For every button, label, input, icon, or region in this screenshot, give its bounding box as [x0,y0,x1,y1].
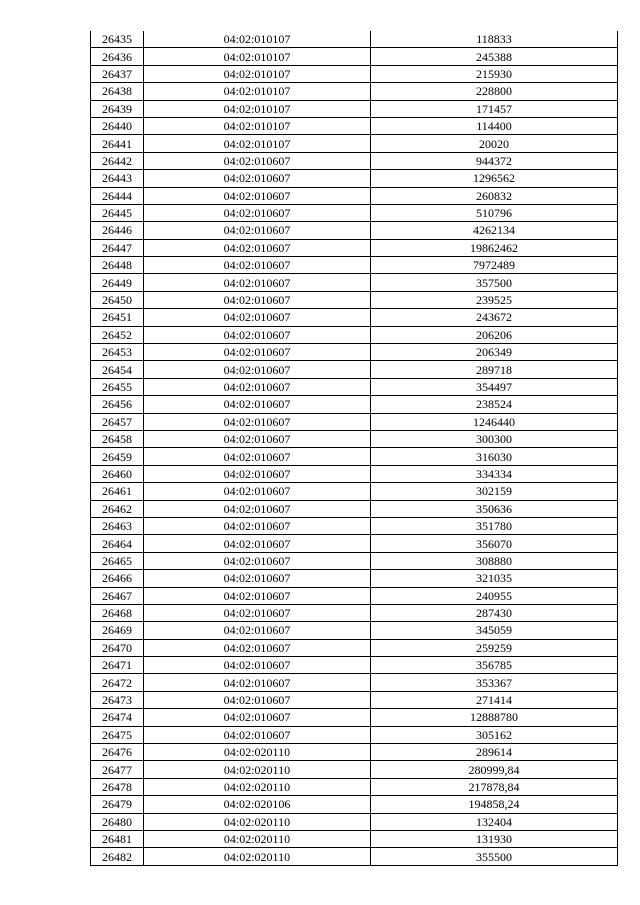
value-cell: 300300 [371,430,618,447]
row-number-cell: 26471 [91,657,144,674]
code-cell: 04:02:010107 [144,31,371,48]
code-cell: 04:02:010107 [144,48,371,65]
value-cell: 316030 [371,448,618,465]
code-cell: 04:02:010607 [144,517,371,534]
row-number-cell: 26468 [91,604,144,621]
value-cell: 356785 [371,657,618,674]
code-cell: 04:02:020110 [144,830,371,847]
row-number-cell: 26463 [91,517,144,534]
row-number-cell: 26454 [91,361,144,378]
table-row [91,222,618,239]
value-cell: 1296562 [371,170,618,187]
value-cell: 4262134 [371,222,618,239]
value-cell: 334334 [371,465,618,482]
value-cell: 171457 [371,100,618,117]
value-cell: 510796 [371,204,618,221]
code-cell: 04:02:010607 [144,257,371,274]
row-number-cell: 26451 [91,309,144,326]
row-number-cell: 26481 [91,830,144,847]
table-row [91,83,618,100]
table-row [91,761,618,778]
table-row [91,622,618,639]
row-number-cell: 26482 [91,848,144,865]
row-number-cell: 26479 [91,796,144,813]
code-cell: 04:02:010607 [144,291,371,308]
code-cell: 04:02:010607 [144,413,371,430]
code-cell: 04:02:010107 [144,100,371,117]
code-cell: 04:02:020110 [144,813,371,830]
value-cell: 287430 [371,604,618,621]
code-cell: 04:02:010607 [144,622,371,639]
value-cell: 194858,24 [371,796,618,813]
table-row [91,361,618,378]
row-number-cell: 26473 [91,691,144,708]
table-row [91,813,618,830]
code-cell: 04:02:010607 [144,239,371,256]
row-number-cell: 26480 [91,813,144,830]
table-row [91,848,618,865]
code-cell: 04:02:010607 [144,552,371,569]
value-cell: 228800 [371,83,618,100]
row-number-cell: 26452 [91,326,144,343]
table-row [91,100,618,117]
row-number-cell: 26444 [91,187,144,204]
table-row [91,170,618,187]
value-cell: 260832 [371,187,618,204]
table-row [91,639,618,656]
value-cell: 305162 [371,726,618,743]
value-cell: 259259 [371,639,618,656]
value-cell: 217878,84 [371,778,618,795]
value-cell: 308880 [371,552,618,569]
table-row [91,117,618,134]
table-row [91,187,618,204]
table-row [91,796,618,813]
table-row [91,726,618,743]
code-cell: 04:02:010107 [144,65,371,82]
value-cell: 944372 [371,152,618,169]
table-row [91,378,618,395]
value-cell: 289718 [371,361,618,378]
value-cell: 131930 [371,830,618,847]
row-number-cell: 26455 [91,378,144,395]
table-row [91,830,618,847]
code-cell: 04:02:020106 [144,796,371,813]
row-number-cell: 26460 [91,465,144,482]
value-cell: 353367 [371,674,618,691]
table-row [91,309,618,326]
code-cell: 04:02:010607 [144,639,371,656]
table-row [91,135,618,152]
row-number-cell: 26435 [91,31,144,48]
table-row [91,448,618,465]
row-number-cell: 26453 [91,344,144,361]
value-cell: 245388 [371,48,618,65]
row-number-cell: 26477 [91,761,144,778]
code-cell: 04:02:010607 [144,691,371,708]
row-number-cell: 26438 [91,83,144,100]
value-cell: 206349 [371,344,618,361]
value-cell: 350636 [371,500,618,517]
row-number-cell: 26446 [91,222,144,239]
value-cell: 12888780 [371,709,618,726]
value-cell: 345059 [371,622,618,639]
row-number-cell: 26459 [91,448,144,465]
table-row [91,709,618,726]
table-row [91,430,618,447]
code-cell: 04:02:010607 [144,344,371,361]
value-cell: 354497 [371,378,618,395]
code-cell: 04:02:010607 [144,500,371,517]
value-cell: 351780 [371,517,618,534]
row-number-cell: 26475 [91,726,144,743]
table-row [91,587,618,604]
value-cell: 289614 [371,744,618,761]
table-row [91,152,618,169]
table-row [91,483,618,500]
value-cell: 20020 [371,135,618,152]
value-cell: 19862462 [371,239,618,256]
value-cell: 238524 [371,396,618,413]
row-number-cell: 26470 [91,639,144,656]
table-row [91,552,618,569]
row-number-cell: 26472 [91,674,144,691]
row-number-cell: 26469 [91,622,144,639]
code-cell: 04:02:010607 [144,378,371,395]
table-row [91,517,618,534]
row-number-cell: 26458 [91,430,144,447]
row-number-cell: 26464 [91,535,144,552]
value-cell: 239525 [371,291,618,308]
value-cell: 355500 [371,848,618,865]
code-cell: 04:02:010607 [144,726,371,743]
code-cell: 04:02:010607 [144,274,371,291]
table-row [91,691,618,708]
code-cell: 04:02:010607 [144,170,371,187]
value-cell: 1246440 [371,413,618,430]
value-cell: 271414 [371,691,618,708]
code-cell: 04:02:010607 [144,396,371,413]
row-number-cell: 26437 [91,65,144,82]
value-cell: 114400 [371,117,618,134]
code-cell: 04:02:010607 [144,309,371,326]
row-number-cell: 26450 [91,291,144,308]
table-row [91,657,618,674]
code-cell: 04:02:010607 [144,465,371,482]
table-row [91,257,618,274]
row-number-cell: 26449 [91,274,144,291]
table-row [91,326,618,343]
row-number-cell: 26439 [91,100,144,117]
code-cell: 04:02:010607 [144,187,371,204]
table-row [91,396,618,413]
table-row [91,65,618,82]
row-number-cell: 26442 [91,152,144,169]
code-cell: 04:02:010107 [144,135,371,152]
code-cell: 04:02:010107 [144,117,371,134]
row-number-cell: 26461 [91,483,144,500]
table-row [91,778,618,795]
row-number-cell: 26448 [91,257,144,274]
table-row [91,500,618,517]
row-number-cell: 26466 [91,570,144,587]
code-cell: 04:02:020110 [144,848,371,865]
table-row [91,48,618,65]
code-cell: 04:02:010607 [144,430,371,447]
row-number-cell: 26474 [91,709,144,726]
value-cell: 321035 [371,570,618,587]
data-table [90,31,618,866]
row-number-cell: 26440 [91,117,144,134]
code-cell: 04:02:010607 [144,204,371,221]
code-cell: 04:02:010607 [144,326,371,343]
table-row [91,674,618,691]
table-row [91,465,618,482]
value-cell: 240955 [371,587,618,604]
table-row [91,570,618,587]
code-cell: 04:02:010607 [144,448,371,465]
value-cell: 356070 [371,535,618,552]
table-body [91,31,618,865]
row-number-cell: 26445 [91,204,144,221]
code-cell: 04:02:020110 [144,778,371,795]
code-cell: 04:02:010607 [144,570,371,587]
value-cell: 206206 [371,326,618,343]
code-cell: 04:02:010607 [144,587,371,604]
code-cell: 04:02:010607 [144,222,371,239]
code-cell: 04:02:010607 [144,483,371,500]
row-number-cell: 26465 [91,552,144,569]
row-number-cell: 26443 [91,170,144,187]
code-cell: 04:02:010607 [144,535,371,552]
table-row [91,239,618,256]
row-number-cell: 26478 [91,778,144,795]
code-cell: 04:02:010607 [144,709,371,726]
table-row [91,274,618,291]
row-number-cell: 26441 [91,135,144,152]
row-number-cell: 26456 [91,396,144,413]
value-cell: 302159 [371,483,618,500]
value-cell: 357500 [371,274,618,291]
row-number-cell: 26476 [91,744,144,761]
code-cell: 04:02:010607 [144,604,371,621]
row-number-cell: 26436 [91,48,144,65]
code-cell: 04:02:010607 [144,674,371,691]
table-row [91,535,618,552]
table-row [91,344,618,361]
code-cell: 04:02:020110 [144,761,371,778]
value-cell: 132404 [371,813,618,830]
code-cell: 04:02:010107 [144,83,371,100]
table-row [91,413,618,430]
code-cell: 04:02:020110 [144,744,371,761]
table-row [91,204,618,221]
table-row [91,31,618,48]
table-row [91,291,618,308]
table-row [91,604,618,621]
row-number-cell: 26462 [91,500,144,517]
code-cell: 04:02:010607 [144,361,371,378]
value-cell: 7972489 [371,257,618,274]
row-number-cell: 26467 [91,587,144,604]
code-cell: 04:02:010607 [144,657,371,674]
value-cell: 243672 [371,309,618,326]
row-number-cell: 26457 [91,413,144,430]
value-cell: 118833 [371,31,618,48]
table-row [91,744,618,761]
value-cell: 215930 [371,65,618,82]
value-cell: 280999,84 [371,761,618,778]
row-number-cell: 26447 [91,239,144,256]
code-cell: 04:02:010607 [144,152,371,169]
